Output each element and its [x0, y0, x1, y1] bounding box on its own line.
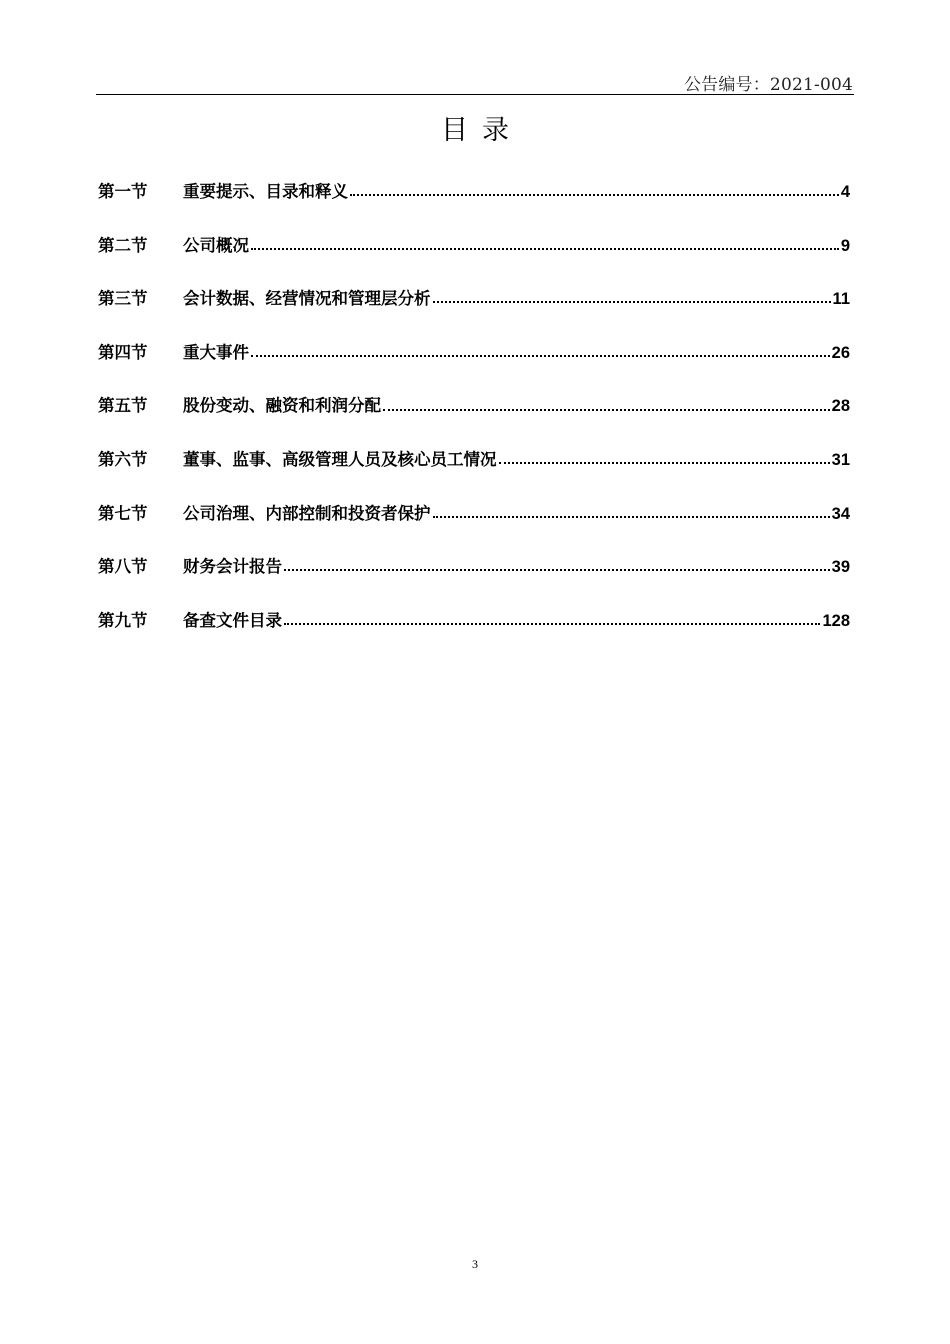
toc-entry-section: 第九节	[98, 610, 148, 630]
toc-entry-page: 128	[822, 611, 850, 630]
toc-entry-title: 重要提示、目录和释义	[183, 182, 348, 201]
toc-entry-title: 董事、监事、高级管理人员及核心员工情况	[183, 449, 497, 469]
toc-leader-dots	[284, 556, 830, 573]
toc-entry-title: 财务会计报告	[183, 557, 282, 577]
toc-leader-dots	[499, 448, 830, 465]
toc-list	[98, 178, 850, 660]
toc-entry-page: 39	[831, 558, 850, 577]
toc-entry[interactable]	[98, 232, 850, 286]
toc-entry[interactable]	[98, 392, 850, 446]
toc-entry-page: 26	[831, 343, 850, 362]
header-divider	[96, 94, 854, 95]
toc-entry-section: 第五节	[98, 396, 148, 416]
page-number: 3	[472, 1257, 478, 1271]
toc-entry[interactable]	[98, 285, 850, 339]
announcement-number: 公告编号：2021-004	[683, 75, 853, 95]
toc-entry-page: 34	[831, 504, 850, 523]
toc-entry-title: 重大事件	[183, 342, 249, 362]
toc-entry-section: 第四节	[98, 342, 148, 362]
toc-entry-page: 11	[832, 290, 850, 309]
toc-leader-dots	[284, 609, 820, 626]
toc-entry-page: 4	[840, 183, 850, 201]
toc-entry[interactable]	[98, 178, 850, 232]
toc-leader-dots	[350, 181, 839, 198]
toc-entry-page: 9	[840, 236, 850, 255]
toc-entry[interactable]	[98, 339, 850, 393]
toc-entry-section: 第七节	[98, 503, 148, 523]
toc-entry[interactable]	[98, 607, 850, 661]
toc-entry-title: 会计数据、经营情况和管理层分析	[183, 289, 431, 309]
toc-entry-title: 股份变动、融资和利润分配	[183, 396, 381, 416]
toc-title: 目录	[441, 115, 523, 146]
toc-leader-dots	[383, 395, 830, 412]
toc-entry-title: 公司治理、内部控制和投资者保护	[183, 503, 431, 523]
toc-entry-section: 第六节	[98, 449, 148, 469]
toc-entry[interactable]	[98, 446, 850, 500]
toc-leader-dots	[251, 341, 830, 358]
toc-entry-page: 31	[831, 450, 850, 469]
toc-entry-page: 28	[831, 397, 850, 416]
toc-entry-title: 公司概况	[183, 235, 249, 255]
toc-entry-title: 备查文件目录	[183, 610, 282, 630]
toc-entry-section: 第八节	[98, 557, 148, 577]
toc-leader-dots	[251, 234, 839, 251]
toc-entry[interactable]	[98, 553, 850, 607]
toc-leader-dots	[433, 502, 830, 519]
toc-entry-section: 第二节	[98, 235, 148, 255]
toc-entry-section: 第三节	[98, 289, 148, 309]
toc-entry-section: 第一节	[98, 182, 148, 201]
toc-entry[interactable]	[98, 500, 850, 554]
toc-leader-dots	[433, 288, 831, 305]
